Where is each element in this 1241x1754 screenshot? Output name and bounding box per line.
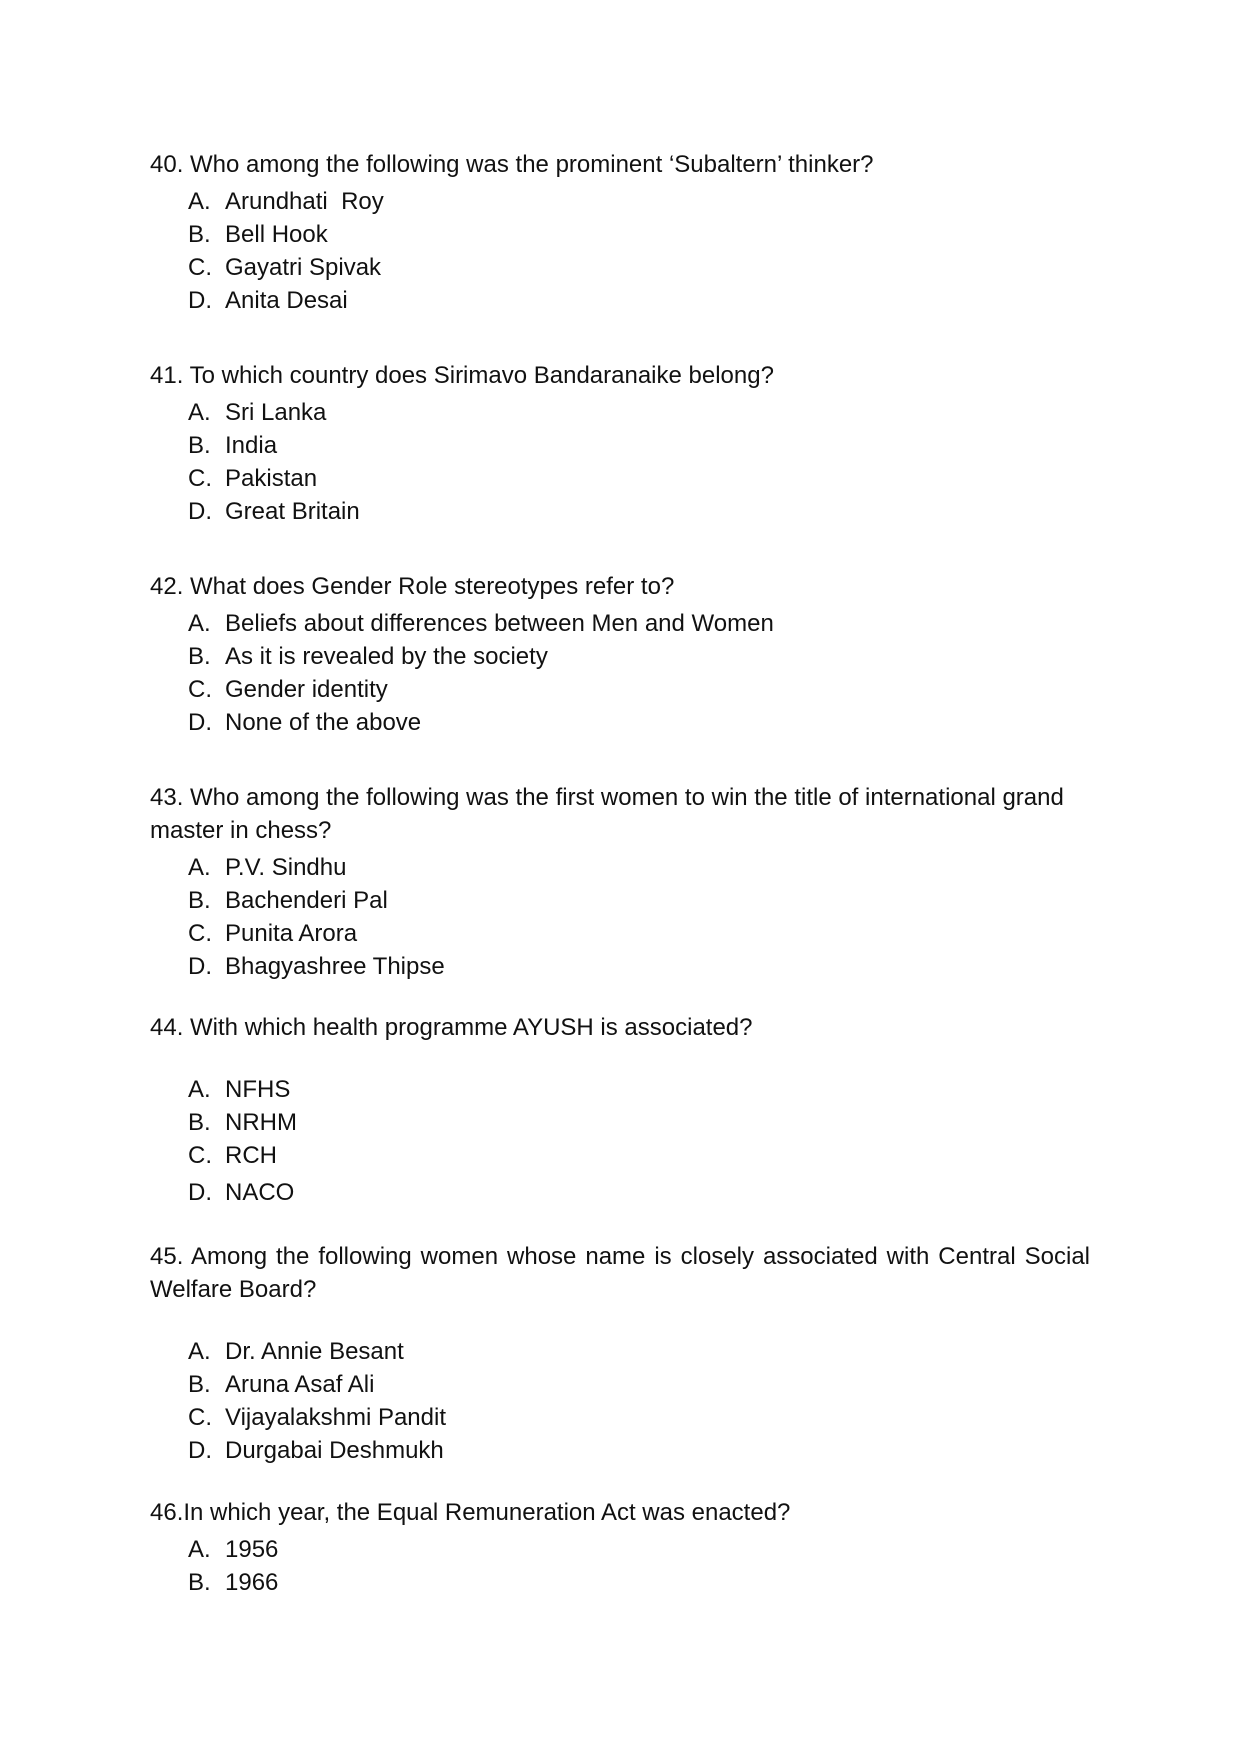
option-text: Great Britain	[225, 498, 360, 525]
option-letter: C.	[188, 254, 212, 281]
option-letter: B.	[188, 1109, 211, 1136]
option-text: P.V. Sindhu	[225, 854, 347, 881]
option-list	[150, 607, 1090, 739]
option-b	[150, 884, 1090, 917]
option-text: Sri Lanka	[225, 399, 327, 426]
option-text: Pakistan	[225, 465, 318, 492]
question-44	[150, 1011, 1090, 1209]
option-text: None of the above	[225, 709, 422, 736]
option-d	[150, 950, 1090, 983]
option-d	[150, 706, 1090, 739]
question-text: 44. With which health programme AYUSH is associated?	[150, 1014, 753, 1041]
option-letter: D.	[188, 953, 212, 980]
option-letter: B.	[188, 1569, 211, 1596]
option-text: Gender identity	[225, 676, 388, 703]
option-letter: D.	[188, 1437, 212, 1464]
option-a	[150, 185, 1090, 218]
option-c	[150, 917, 1090, 950]
option-text: 1956	[225, 1536, 279, 1563]
question-text: 42. What does Gender Role stereotypes refer to?	[150, 573, 675, 600]
option-letter: B.	[188, 1371, 211, 1398]
option-text: Anita Desai	[225, 287, 348, 314]
option-letter: A.	[188, 188, 211, 215]
option-text: NRHM	[225, 1109, 297, 1136]
question-42	[150, 570, 1090, 739]
option-d	[150, 1434, 1090, 1467]
option-letter: D.	[188, 709, 212, 736]
option-list	[150, 851, 1090, 983]
option-c	[150, 673, 1090, 706]
option-text: Vijayalakshmi Pandit	[225, 1404, 447, 1431]
option-a	[150, 1533, 1090, 1566]
option-text: Dr. Annie Besant	[225, 1338, 404, 1365]
option-letter: C.	[188, 1142, 212, 1169]
option-text: NACO	[225, 1179, 295, 1206]
option-c	[150, 1139, 1090, 1172]
option-letter: A.	[188, 399, 211, 426]
option-letter: C.	[188, 920, 212, 947]
option-text: Punita Arora	[225, 920, 358, 947]
question-text: 40. Who among the following was the prominent ‘Subaltern’ thinker?	[150, 151, 874, 178]
option-list	[150, 1073, 1090, 1209]
option-b	[150, 640, 1090, 673]
question-text: 41. To which country does Sirimavo Bandaranaike belong?	[150, 362, 774, 389]
option-text: 1966	[225, 1569, 279, 1596]
option-c	[150, 1401, 1090, 1434]
question-40	[150, 148, 1090, 317]
option-letter: A.	[188, 1338, 211, 1365]
option-letter: A.	[188, 854, 211, 881]
option-b	[150, 1566, 1090, 1599]
option-letter: C.	[188, 1404, 212, 1431]
question-45	[150, 1240, 1090, 1467]
option-letter: D.	[188, 1179, 212, 1206]
option-letter: B.	[188, 887, 211, 914]
option-text: India	[225, 432, 278, 459]
option-list	[150, 1335, 1090, 1467]
option-text: Durgabai Deshmukh	[225, 1437, 444, 1464]
option-letter: D.	[188, 498, 212, 525]
question-41	[150, 359, 1090, 528]
option-a	[150, 1073, 1090, 1106]
option-text: As it is revealed by the society	[225, 643, 548, 670]
option-b	[150, 1368, 1090, 1401]
option-letter: A.	[188, 1536, 211, 1563]
question-46	[150, 1496, 1090, 1599]
option-list	[150, 1533, 1090, 1599]
option-text: Beliefs about differences between Men and Women	[225, 610, 774, 637]
option-d	[150, 284, 1090, 317]
option-b	[150, 218, 1090, 251]
option-d	[150, 495, 1090, 528]
option-text: Bachenderi Pal	[225, 887, 388, 914]
option-list	[150, 396, 1090, 528]
option-text: RCH	[225, 1142, 277, 1169]
question-text: 45. Among the following women whose name is closely associated with Central Social Welfare Board?	[150, 1243, 1090, 1303]
option-b	[150, 429, 1090, 462]
option-b	[150, 1106, 1090, 1139]
option-text: Bell Hook	[225, 221, 328, 248]
question-43	[150, 781, 1090, 983]
option-text: NFHS	[225, 1076, 291, 1103]
question-text: 46.In which year, the Equal Remuneration Act was enacted?	[150, 1499, 791, 1526]
option-letter: C.	[188, 676, 212, 703]
option-text: Arundhati Roy	[225, 188, 384, 215]
option-text: Bhagyashree Thipse	[225, 953, 445, 980]
option-text: Gayatri Spivak	[225, 254, 382, 281]
option-text: Aruna Asaf Ali	[225, 1371, 375, 1398]
option-letter: B.	[188, 221, 211, 248]
option-c	[150, 251, 1090, 284]
option-list	[150, 185, 1090, 317]
option-letter: A.	[188, 610, 211, 637]
option-a	[150, 851, 1090, 884]
option-a	[150, 1335, 1090, 1368]
option-a	[150, 607, 1090, 640]
option-letter: B.	[188, 432, 211, 459]
option-c	[150, 462, 1090, 495]
option-letter: B.	[188, 643, 211, 670]
option-letter: A.	[188, 1076, 211, 1103]
option-d	[150, 1176, 1090, 1209]
option-a	[150, 396, 1090, 429]
option-letter: C.	[188, 465, 212, 492]
option-letter: D.	[188, 287, 212, 314]
question-text: 43. Who among the following was the first women to win the title of international grand master in chess?	[150, 784, 1064, 844]
